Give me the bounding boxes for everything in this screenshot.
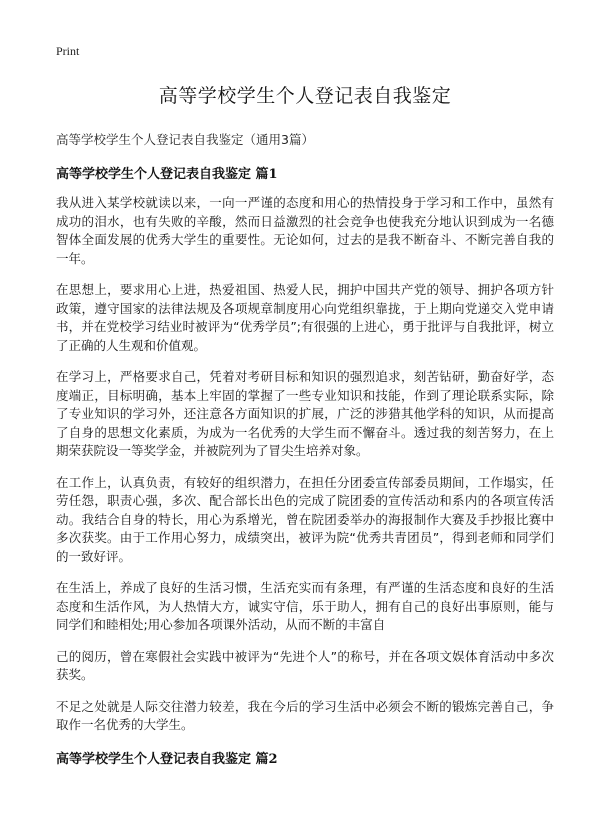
paragraph-shortcomings: 不足之处就是人际交往潜力较差，我在今后的学习生活中必须会不断的锻炼完善自己，争取作一名优秀的大学生。: [56, 698, 554, 732]
section-heading-2: 高等学校学生个人登记表自我鉴定 篇2: [56, 751, 278, 767]
paragraph-ideology: 在思想上，要求用心上进，热爱祖国、热爱人民，拥护中国共产党的领导、拥护各项方针政策，遵守国家的法律法规及各项规章制度用心向党组织靠拢，于上期向党递交入党申请书，并在党校学习结业时被评为“优秀学员”;有很强的上进心，勇于批评与自我批评，树立了正确的人生观和价值观。: [56, 282, 554, 353]
paragraph-life-continued: 己的阅历，曾在寒假社会实践中被评为“先进个人”的称号，并在各项文娱体育活动中多次获奖。: [56, 648, 554, 682]
section-heading-1: 高等学校学生个人登记表自我鉴定 篇1: [56, 167, 278, 182]
document-subtitle: 高等学校学生个人登记表自我鉴定（通用3篇）: [56, 132, 314, 147]
print-link[interactable]: Print: [56, 44, 80, 58]
paragraph-intro: 我从进入某学校就读以来，一向一严谨的态度和用心的热情投身于学习和工作中，虽然有成功的泪水，也有失败的辛酸，然而日益激烈的社会竞争也使我充分地认识到成为一名德智体全面发展的优秀大学生的重要性。无论如何，过去的是我不断奋斗、不断完善自我的一年。: [56, 195, 554, 266]
page-title: 高等学校学生个人登记表自我鉴定: [158, 85, 452, 107]
paragraph-study: 在学习上，严格要求自己，凭着对考研目标和知识的强烈追求，刻苦钻研，勤奋好学，态度端正，目标明确，基本上牢固的掌握了一些专业知识和技能，作到了理论联系实际，除了专业知识的学习外，还注意各方面知识的扩展，广泛的涉猎其他学科的知识，从而提高了自身的思想文化素质，为成为一名优秀的大学生而不懈奋斗。透过我的刻苦努力，在上期荣获院设一等奖学金，并被院列为了冒尖生培养对象。: [56, 369, 554, 458]
paragraph-life: 在生活上，养成了良好的生活习惯，生活充实而有条理，有严谨的生活态度和良好的生活态度和生活作风，为人热情大方，诚实守信，乐于助人，拥有自己的良好出事原则，能与同学们和睦相处;用心参加各项课外活动，从而不断的丰富自: [56, 580, 554, 632]
paragraph-work: 在工作上，认真负责，有较好的组织潜力，在担任分团委宣传部委员期间，工作塌实，任劳任怨，职责心强，多次、配合部长出色的完成了院团委的宣传活动和系内的各项宣传活动。我结合自身的特长，用心为系增光，曾在院团委举办的海报制作大赛及手抄报比赛中多次获奖。由于工作用心努力，成绩突出，被评为院“优秀共青团员”，得到老师和同学们的一致好评。: [56, 474, 554, 564]
